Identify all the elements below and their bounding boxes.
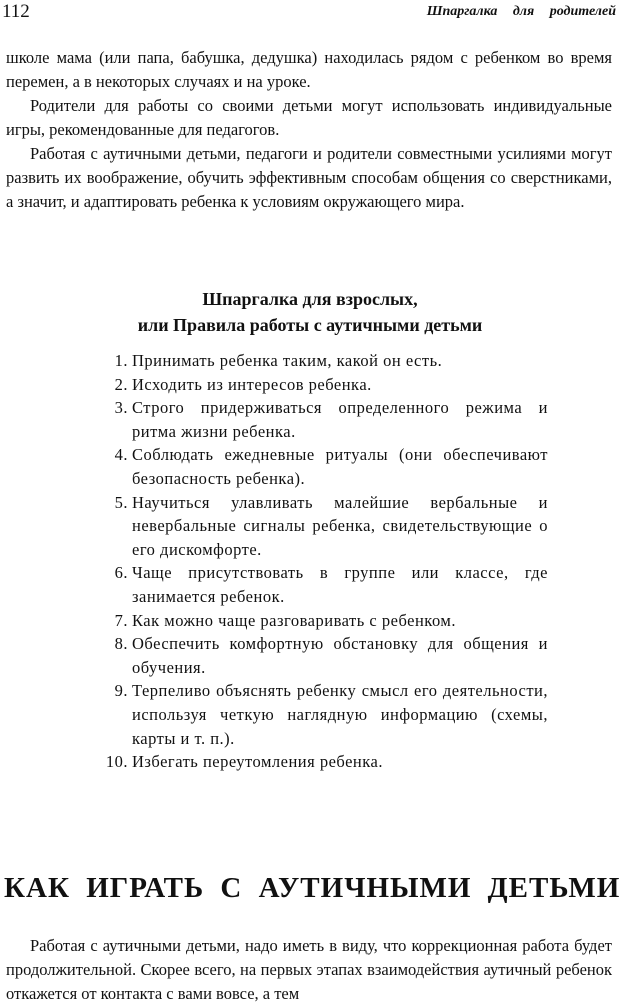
page-number: 112 xyxy=(2,1,30,22)
rule-item xyxy=(104,349,548,373)
rule-number: 2. xyxy=(114,374,128,394)
section-text xyxy=(6,934,612,1006)
rule-text: Строго придерживаться определенного режима и ритма жизни ребенка. xyxy=(132,398,548,441)
rule-item xyxy=(104,443,548,490)
rule-text: Чаще присутствовать в группе или классе, где занимается ребенок. xyxy=(132,563,548,606)
rule-text: Как можно чаще разговаривать с ребенком. xyxy=(132,610,456,630)
rule-text: Научиться улавливать малейшие вербальные и невербальные сигналы ребенка, свидетельствующие о его дискомфорте. xyxy=(132,492,548,559)
rule-number: 1. xyxy=(114,351,128,370)
rule-number: 3. xyxy=(114,398,128,418)
rule-item xyxy=(104,396,548,443)
rule-number: 10. xyxy=(105,752,128,772)
rule-item xyxy=(104,491,548,562)
rule-text: Терпеливо объяснять ребенку смысл его деятельности, используя четкую наглядную информацию (схемы, карты и т. п.). xyxy=(132,681,548,748)
rule-item xyxy=(104,373,548,397)
rule-text: Соблюдать ежедневные ритуалы (они обеспечивают безопасность ребенка). xyxy=(132,445,548,488)
rule-item xyxy=(104,750,548,774)
cheatsheet-title-line-2: или Правила работы с аутичными детьми xyxy=(137,315,483,335)
rules-list xyxy=(104,349,548,774)
rule-number: 6. xyxy=(114,563,128,583)
rule-number: 8. xyxy=(114,634,128,654)
intro-text xyxy=(6,46,612,214)
running-head: Шпаргалка для родителей xyxy=(426,4,616,19)
rule-number: 5. xyxy=(114,492,128,512)
rule-number: 7. xyxy=(114,610,128,630)
rule-text: Принимать ребенка таким, какой он есть. xyxy=(132,351,443,370)
rule-item xyxy=(104,609,548,633)
paragraph: Работая с аутичными детьми, надо иметь в виду, что коррекционная работа будет продолжительной. Скорее всего, на первых этапах взаимодействия аутичный ребенок откажется от контакта с вами вовсе, а тем xyxy=(6,936,612,1003)
rule-item xyxy=(104,679,548,750)
rule-item xyxy=(104,561,548,608)
rule-text: Обеспечить комфортную обстановку для общения и обучения. xyxy=(132,634,548,677)
cheatsheet-title-line-1: Шпаргалка для взрослых, xyxy=(202,289,418,309)
cheatsheet-title xyxy=(0,286,620,338)
rule-number: 4. xyxy=(114,445,128,465)
rule-text: Избегать переутомления ребенка. xyxy=(132,752,383,772)
paragraph: Работая с аутичными детьми, педагоги и родители совместными усилиями могут развить их воображение, обучить эффективным способам общения со сверстниками, а значит, и адаптировать ребенка к условиям окружающего мира. xyxy=(6,144,612,211)
paragraph: школе мама (или папа, бабушка, дедушка) находилась рядом с ребенком во время перемен, а в некоторых случаях и на уроке. xyxy=(6,48,612,91)
rule-item xyxy=(104,632,548,679)
rule-number: 9. xyxy=(114,681,128,701)
section-heading: КАК ИГРАТЬ С АУТИЧНЫМИ ДЕТЬМИ xyxy=(4,872,620,904)
rule-text: Исходить из интересов ребенка. xyxy=(132,374,372,394)
paragraph: Родители для работы со своими детьми могут использовать индивидуальные игры, рекомендованные для педагогов. xyxy=(6,96,612,139)
